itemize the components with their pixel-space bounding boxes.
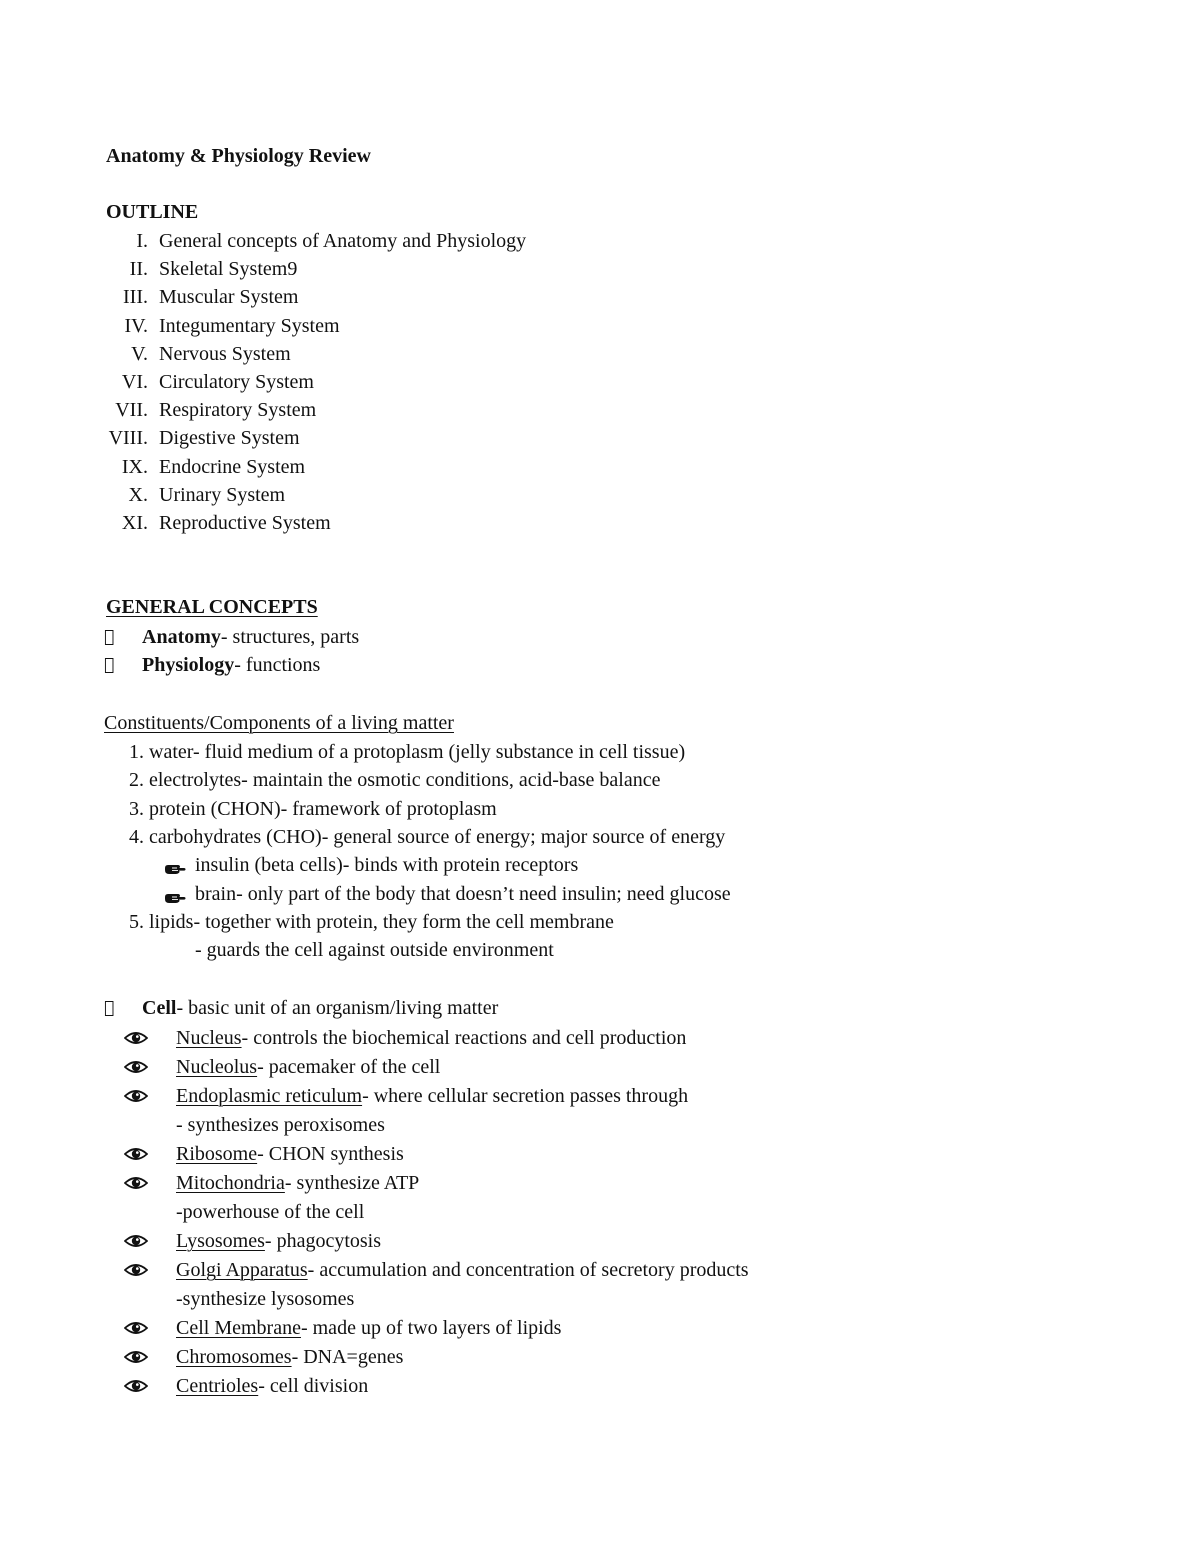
outline-item-label: Nervous System <box>159 342 291 365</box>
constituents-heading: Constituents/Components of a living matter <box>104 712 454 734</box>
outline-item-number: IV. <box>124 314 148 337</box>
outline-item-number: I. <box>136 230 148 252</box>
organelle-desc: - cell division <box>258 1375 369 1397</box>
organelle-name: Nucleus <box>176 1027 242 1049</box>
eye-icon <box>124 1028 148 1044</box>
constituent-number: 1. <box>129 741 144 763</box>
eye-icon <box>124 1173 148 1189</box>
eye-icon <box>124 1318 148 1334</box>
anatomy-desc: - structures, parts <box>220 626 360 648</box>
outline-item-number: VIII. <box>108 427 148 450</box>
outline-item-number: VII. <box>115 399 148 422</box>
organelle-desc: - phagocytosis <box>264 1230 381 1252</box>
pointing-hand-icon <box>164 858 186 872</box>
outline-item-label: General concepts of Anatomy and Physiology <box>159 230 527 252</box>
organelle-name: Cell Membrane <box>176 1317 301 1339</box>
cell-desc: - basic unit of an organism/living matter <box>176 997 499 1019</box>
physiology-desc: - functions <box>234 654 321 676</box>
organelle-name: Nucleolus <box>176 1056 258 1078</box>
outline-item-label: Circulatory System <box>159 371 314 393</box>
outline-item-number: V. <box>131 342 148 365</box>
organelle-desc: - where cellular secretion passes through <box>362 1085 689 1107</box>
outline-heading: OUTLINE <box>106 201 199 223</box>
pointing-hand-icon <box>164 887 186 901</box>
organelle-desc: - CHON synthesis <box>257 1143 404 1165</box>
organelle-name: Mitochondria <box>176 1172 285 1194</box>
organelle-name: Chromosomes <box>176 1346 292 1368</box>
eye-icon <box>124 1231 148 1247</box>
eye-icon <box>124 1144 148 1160</box>
organelle-name: Centrioles <box>176 1375 259 1397</box>
eye-icon <box>124 1057 148 1073</box>
organelle-name: Lysosomes <box>176 1230 265 1252</box>
organelle-desc: - made up of two layers of lipids <box>300 1317 562 1339</box>
outline-item-label: Skeletal System9 <box>159 258 298 281</box>
outline-item-label: Reproductive System <box>159 512 331 534</box>
constituent-number: 2. <box>129 769 144 791</box>
anatomy-term: Anatomy <box>142 626 221 648</box>
organelle-desc: - controls the biochemical reactions and cell production <box>241 1027 687 1049</box>
general-concepts-heading: GENERAL CONCEPTS <box>106 596 318 618</box>
organelle-desc: - accumulation and concentration of secretory products <box>307 1259 749 1281</box>
outline-item-label: Respiratory System <box>159 399 317 422</box>
organelle-continuation: - synthesizes peroxisomes <box>176 1114 385 1136</box>
carbohydrate-sub-text: brain- only part of the body that doesn’t need insulin; need glucose <box>195 883 731 905</box>
organelle-name: Ribosome <box>176 1143 258 1165</box>
square-bullet-icon <box>104 625 113 649</box>
outline-item-label: Endocrine System <box>159 455 306 478</box>
lipids-continuation: - guards the cell against outside environment <box>195 939 554 961</box>
document-title: Anatomy & Physiology Review <box>106 145 371 167</box>
organelle-desc: - synthesize ATP <box>284 1172 420 1194</box>
organelle-continuation: -synthesize lysosomes <box>176 1288 355 1310</box>
eye-icon <box>124 1347 148 1363</box>
physiology-term: Physiology <box>142 654 235 676</box>
organelle-name: Golgi Apparatus <box>176 1259 308 1281</box>
organelle-name: Endoplasmic reticulum <box>176 1085 363 1107</box>
organelle-desc: - pacemaker of the cell <box>257 1056 441 1078</box>
square-bullet-icon <box>104 996 113 1020</box>
organelle-continuation: -powerhouse of the cell <box>176 1201 365 1223</box>
outline-item-label: Integumentary System <box>159 314 340 337</box>
outline-item-label: Muscular System <box>159 286 299 309</box>
outline-item-label: Digestive System <box>159 427 300 450</box>
eye-icon <box>124 1086 148 1102</box>
eye-icon <box>124 1260 148 1276</box>
constituent-number: 3. <box>129 798 144 820</box>
organelle-desc: - DNA=genes <box>291 1346 404 1368</box>
constituent-text: carbohydrates (CHO)- general source of energy; major source of energy <box>149 826 726 848</box>
constituent-text: electrolytes- maintain the osmotic conditions, acid-base balance <box>149 769 661 791</box>
outline-item-number: II. <box>129 258 148 281</box>
outline-item-label: Urinary System <box>159 483 286 506</box>
constituent-text: lipids- together with protein, they form the cell membrane <box>149 911 614 933</box>
constituent-number: 4. <box>129 826 144 848</box>
constituent-text: protein (CHON)- framework of protoplasm <box>149 798 497 820</box>
outline-item-number: XI. <box>121 512 148 534</box>
outline-item-number: X. <box>128 483 148 506</box>
outline-item-number: IX. <box>121 455 148 478</box>
outline-item-number: III. <box>123 286 148 309</box>
constituent-number: 5. <box>129 911 144 933</box>
constituent-text: water- fluid medium of a protoplasm (jelly substance in cell tissue) <box>149 741 686 763</box>
square-bullet-icon <box>104 653 113 677</box>
outline-item-number: VI. <box>121 371 148 393</box>
eye-icon <box>124 1376 148 1392</box>
carbohydrate-sub-text: insulin (beta cells)- binds with protein receptors <box>195 854 579 876</box>
cell-term: Cell <box>142 997 177 1019</box>
